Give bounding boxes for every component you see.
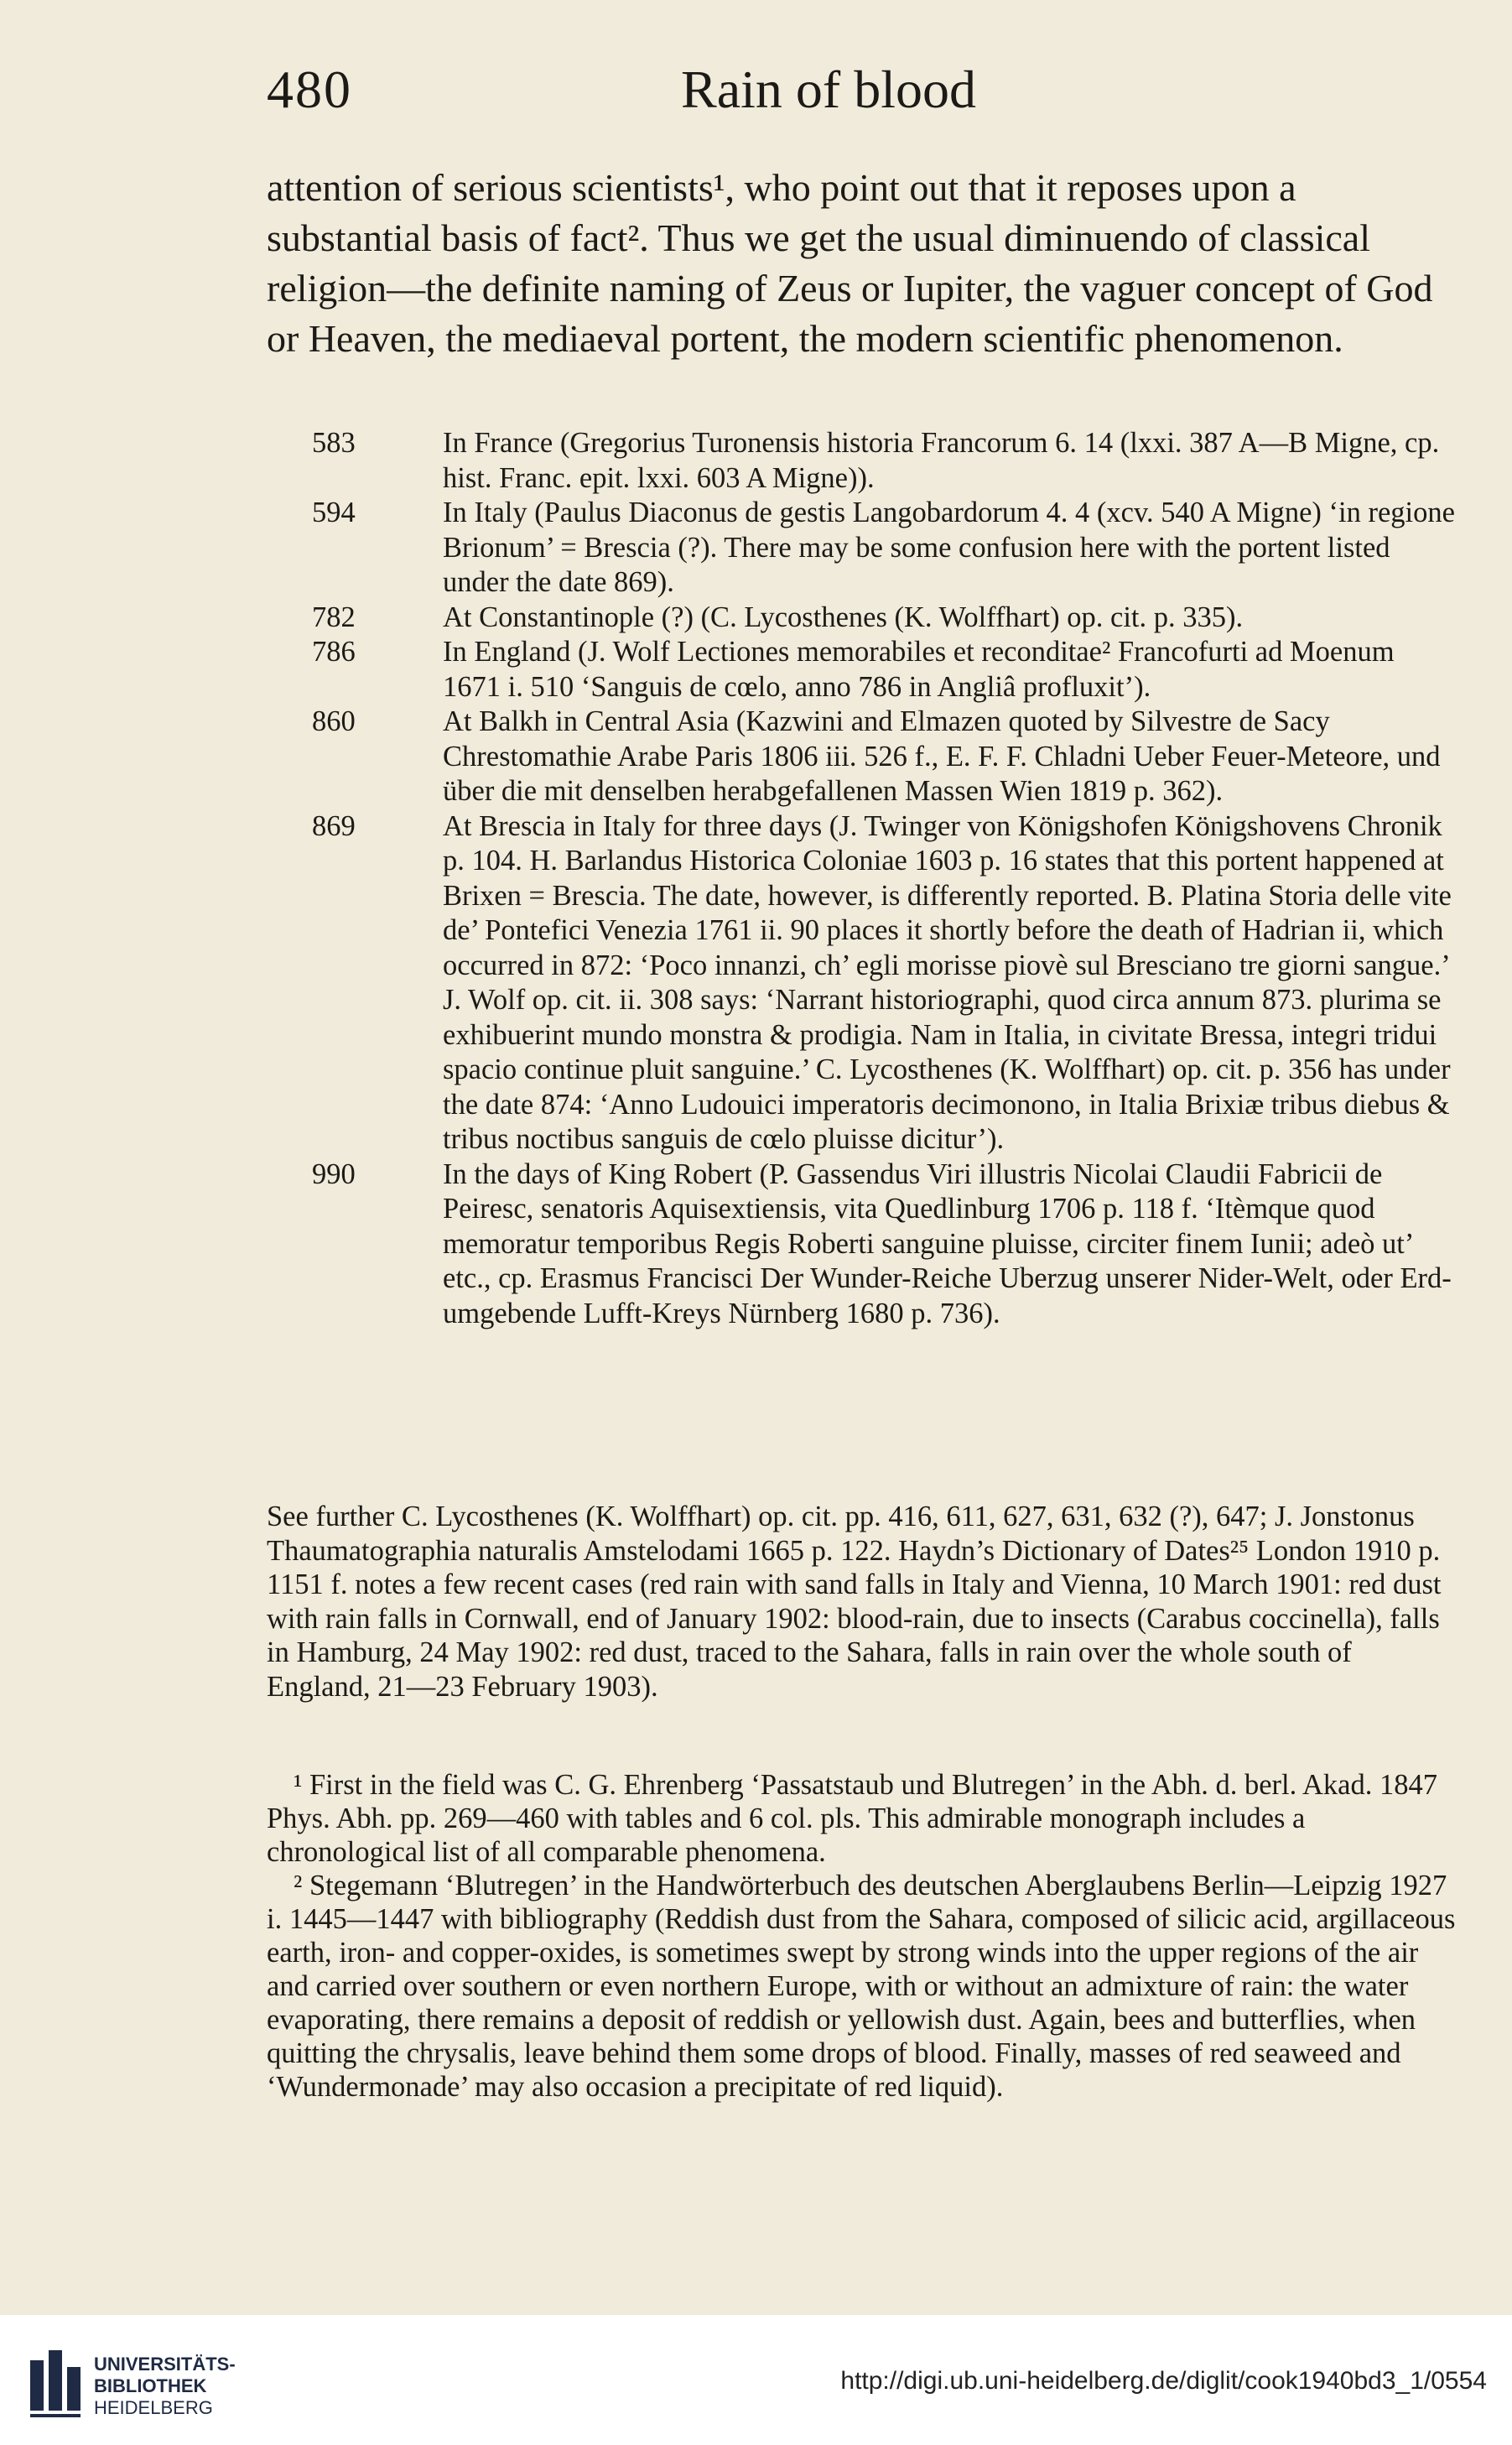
further-text: See further C. Lycosthenes (K. Wolffhart) op. cit. pp. 416, 611, 627, 631, 632 (?), 647; J. Jonstonus Thaumatographia naturalis Amstelodami 1665 p. 122. Haydn’s Dictionary of Dates²⁵ London 1910 p. 1151 f. notes a few recent cases (red rain with sand falls in Italy and Vienna, 10 March 1901: red dust with rain falls in Cornwall, end of January 1902: blood-rain, due to insects (Carabus coccinella), falls in Hamburg, 24 May 1902: red dust, traced to the Sahara, falls in rain over the whole south of England, 21—23 February 1903). [267,1501,1442,1703]
library-line-3: HEIDELBERG [94,2397,213,2418]
further-references [267,1500,1457,1704]
chronology-entry [267,809,1457,1157]
entry-year: 786 [312,636,356,668]
chronology-entry [267,496,1457,601]
chronology-list [267,426,1457,1331]
page-header [267,59,1457,134]
chronology-entry [267,426,1457,496]
library-line-1: UNIVERSITÄTS- [94,2354,236,2375]
chronology-entry [267,601,1457,636]
entry-year: 860 [312,705,356,737]
entry-text: At Brescia in Italy for three days (J. Twinger von Königshofen Königshovens Chronik p. 104. H. Barlandus Historica Coloniae 1603 p. 16 states that this portent happened at Brixen = Brescia. The date, however, is differently reported. B. Platina Storia delle vite de’ Pontefici Venezia 1761 ii. 90 places it shortly before the death of Hadrian ii, which occurred in 872: ‘Poco innanzi, ch’ egli morisse piovè sul Bresciano tre giorni sangue.’ J. Wolf op. cit. ii. 308 says: ‘Narrant historiographi, quod circa annum 873. plurima se exhibuerint mundo monstra & prodigia. Nam in Italia, in civitate Bressa, integri tridui spacio continue pluit sanguine.’ C. Lycosthenes (K. Wolffhart) op. cit. p. 356 has under the date 874: ‘Anno Ludouici imperatoris decimonono, in Italia Brixiæ tribus diebus & tribus noctibus sanguis de cœlo pluisse dicitur’). [443,809,1452,1155]
entry-text: In France (Gregorius Turonensis historia Francorum 6. 14 (lxxi. 387 A—B Migne, cp. hist. Franc. epit. lxxi. 603 A Migne)). [443,427,1440,494]
entry-year: 583 [312,427,356,459]
running-head: Rain of blood [681,60,976,119]
library-name [94,2354,236,2419]
chronology-entry [267,635,1457,705]
intro-text: attention of serious scientists¹, who point out that it reposes upon a substantial basis of fact². Thus we get the usual diminuendo of classical religion—the definite naming of Zeus or Iupiter, the vaguer concept of God or Heaven, the mediaeval portent, the modern scientific phenomenon. [267,166,1433,360]
intro-paragraph [267,163,1457,364]
page-number: 480 [267,60,352,119]
entry-year: 594 [312,497,356,528]
chronology-entry [267,705,1457,809]
chronology-entry [267,1157,1457,1332]
entry-text: In England (J. Wolf Lectiones memorabiles et reconditae² Francofurti ad Moenum 1671 i. 510 ‘Sanguis de cœlo, anno 786 in Angliâ profluxit’). [443,636,1395,703]
entry-text: In Italy (Paulus Diaconus de gestis Langobardorum 4. 4 (xcv. 540 A Migne) ‘in regione Brionum’ = Brescia (?). There may be some confusion here with the portent listed under the date 869). [443,497,1455,598]
footnote-1: ¹ First in the field was C. G. Ehrenberg ‘Passatstaub und Blutregen’ in the Abh. d. berl. Akad. 1847 Phys. Abh. pp. 269—460 with tables and 6 col. pls. This admirable monograph includes a chronological list of all comparable phenomena. [267,1769,1437,1868]
permalink-url[interactable]: http://digi.ub.uni-heidelberg.de/diglit/cook1940bd3_1/0554 [840,2367,1487,2395]
footnotes [267,1768,1457,2104]
entry-text: At Balkh in Central Asia (Kazwini and Elmazen quoted by Silvestre de Sacy Chrestomathie Arabe Paris 1806 iii. 526 f., E. F. F. Chladni Ueber Feuer-Meteore, und über die mit denselben herabgefallenen Massen Wien 1819 p. 362). [443,705,1441,807]
entry-text: At Constantinople (?) (C. Lycosthenes (K. Wolffhart) op. cit. p. 335). [443,601,1244,633]
footnote-2: ² Stegemann ‘Blutregen’ in the Handwörterbuch des deutschen Aberglaubens Berlin—Leipzig 1927 i. 1445—1447 with bibliography (Reddish dust from the Sahara, composed of silicic acid, argillaceous earth, iron- and copper-oxides, is sometimes swept by strong winds into the upper regions of the air and carried over southern or even northern Europe, with or without an admixture of rain: the water evaporating, there remains a deposit of reddish or yellowish dust. Again, bees and butterflies, when quitting the chrysalis, leave behind them some drops of blood. Finally, masses of red seaweed and ‘Wundermonade’ may also occasion a precipitate of red liquid). [267,1870,1456,2103]
entry-year: 869 [312,809,356,842]
library-line-2: BIBLIOTHEK [94,2375,207,2396]
entry-year: 782 [312,601,356,633]
entry-text: In the days of King Robert (P. Gassendus Viri illustris Nicolai Claudii Fabricii de Peiresc, senatoris Aquisextiensis, vita Quedlinburg 1706 p. 118 f. ‘Itèmque quod memoratur temporibus Regis Roberti sanguine pluisse, circiter finem Iunii; adeò ut’ etc., cp. Erasmus Francisci Der Wunder-Reiche Uberzug unserer Nider-Welt, oder Erd-umgebende Lufft-Kreys Nürnberg 1680 p. 736). [443,1157,1452,1329]
entry-year: 990 [312,1157,356,1190]
library-footer [0,2315,1512,2445]
